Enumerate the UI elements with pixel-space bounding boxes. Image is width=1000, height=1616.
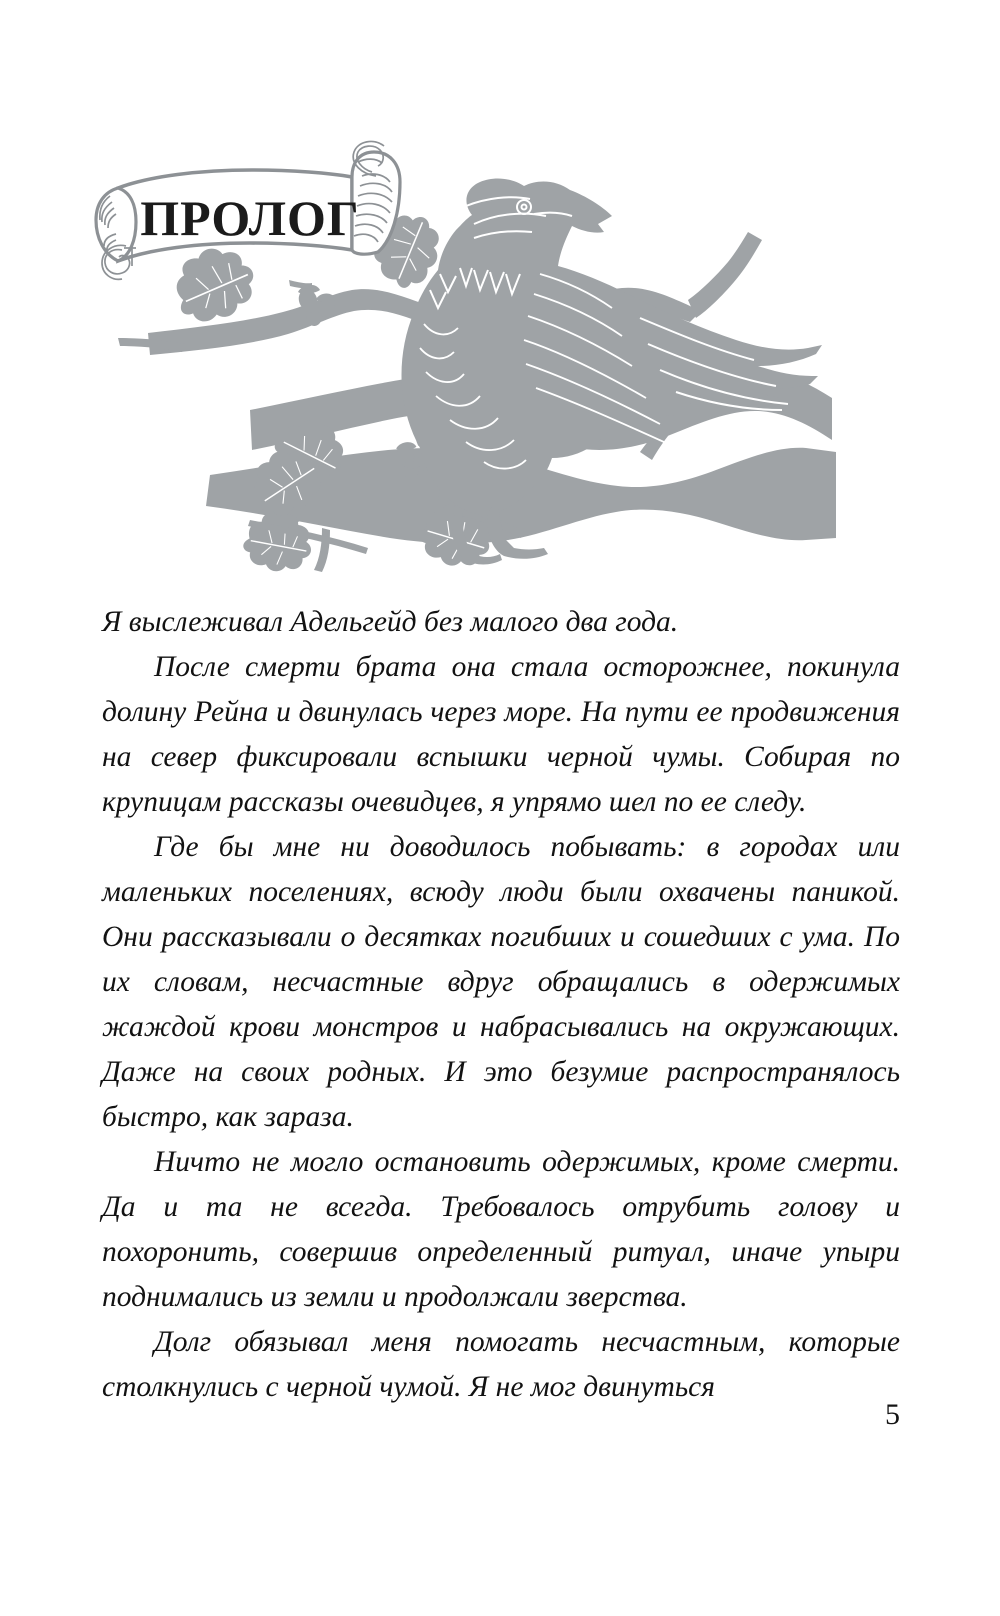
scroll-banner-icon [96, 141, 400, 279]
paragraph: Где бы мне ни доводилось побывать: в городах или маленьких поселениях, всюду люди были охвачены паникой. Они рассказывали о десятках погибших и сошедших с ума. По их словам, несчастные вдруг обращались в одержимых жаждой крови монстров и набрасывались на окружающих. Даже на своих родных. И это безумие распространялось быстро, как зараза. [102, 831, 900, 1133]
chapter-header-illustration [0, 0, 1000, 580]
page-number: 5 [885, 1398, 900, 1431]
chapter-title: ПРОЛОГ [140, 190, 360, 246]
paragraph: Ничто не могло остановить одержимых, кроме смерти. Да и та не всегда. Требовалось отрубить голову и похоронить, совершив определенный ритуал, иначе упыри поднимались из земли и продолжали зверства. [102, 1146, 900, 1313]
prologue-body [102, 600, 900, 1410]
paragraph: Долг обязывал меня помогать несчастным, которые столкнулись с черной чумой. Я не мог двинуться [102, 1326, 900, 1403]
paragraph: Я выслеживал Адельгейд без малого два года. [102, 606, 679, 638]
paragraph: После смерти брата она стала осторожнее, покинула долину Рейна и двинулась через море. На пути ее продвижения на север фиксировали вспышки черной чумы. Собирая по крупицам рассказы очевидцев, я упрямо шел по ее следу. [102, 651, 900, 818]
